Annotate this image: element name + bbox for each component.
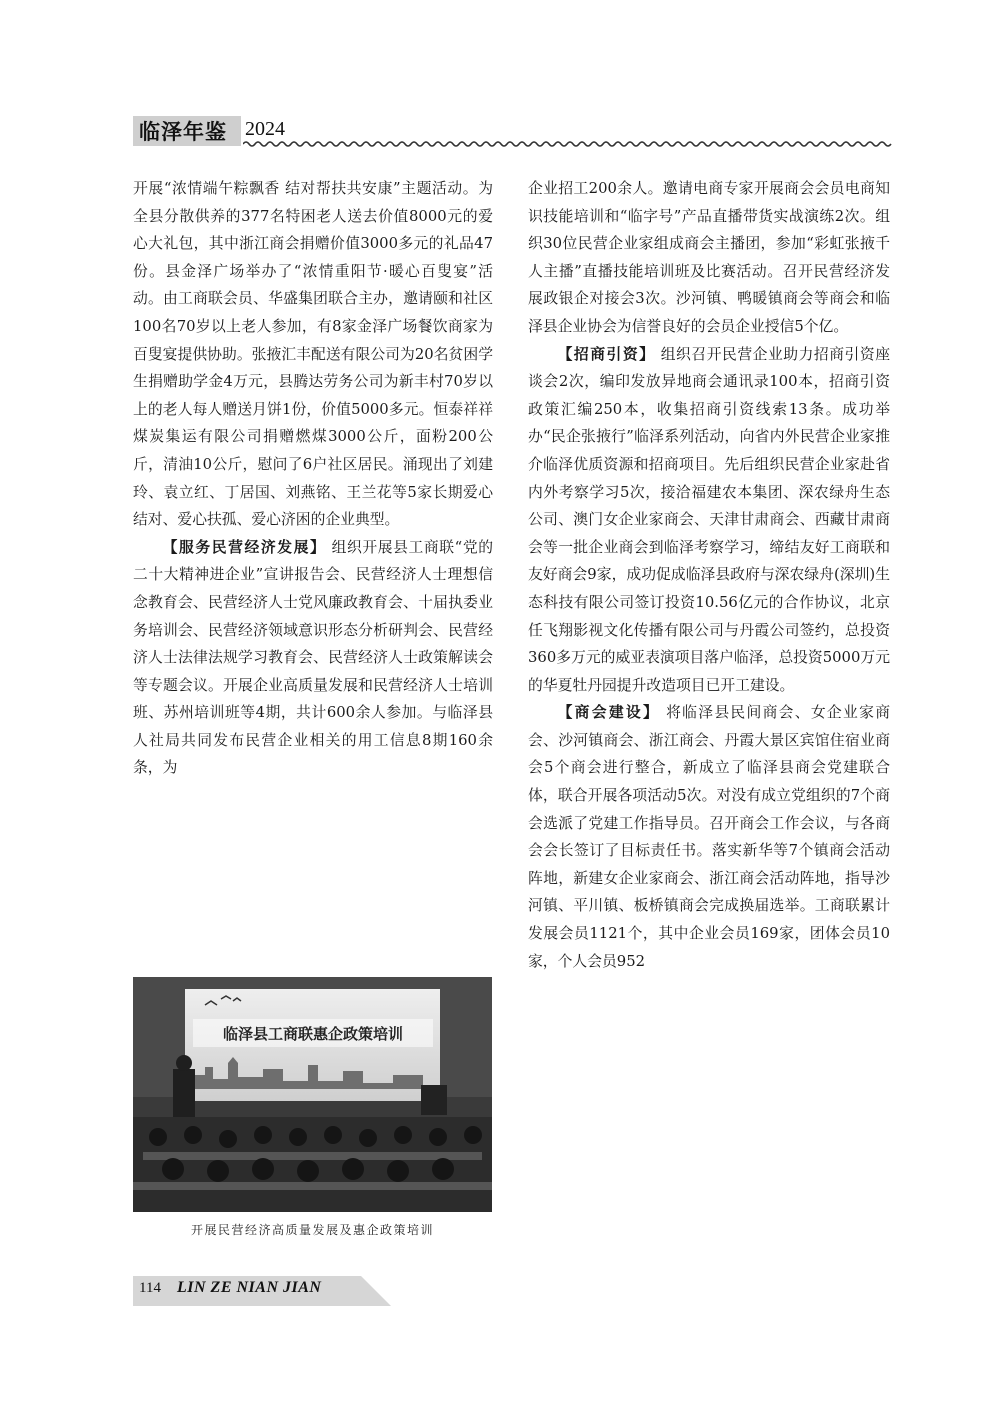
yearbook-brand: 临泽年鉴 bbox=[133, 116, 241, 146]
right-column bbox=[528, 175, 890, 975]
page-header bbox=[133, 116, 893, 150]
wavy-rule-decoration bbox=[243, 140, 893, 148]
paragraph-charity: 开展“浓情端午粽飘香 结对帮扶共安康”主题活动。为全县分散供养的377名特困老人送去价值8000元的爱心大礼包，其中浙江商会捐赠价值3000多元的礼品47份。县金泽广场举办了“浓情重阳节·暖心百叟宴”活动。由工商联会员、华盛集团联合主办，邀请颐和社区100名70岁以上老人参加，有8家金泽广场餐饮商家为百叟宴提供协助。张掖汇丰配送有限公司为20名贫困学生捐赠助学金4万元，县腾达劳务公司为新丰村70岁以上的老人每人赠送月饼1份，价值5000多元。恒泰祥祥煤炭集运有限公司捐赠燃煤3000公斤，面粉200公斤，清油10公斤，慰问了6户社区居民。涌现出了刘建玲、袁立红、丁居国、刘燕铭、王兰花等5家长期爱心结对、爱心扶孤、爱心济困的企业典型。 bbox=[133, 180, 493, 529]
section-heading-investment: 【招商引资】 bbox=[557, 345, 656, 363]
section-heading-service: 【服务民营经济发展】 bbox=[162, 538, 327, 556]
journal-name: LIN ZE NIAN JIAN bbox=[177, 1279, 322, 1296]
section-text-service: 组织开展县工商联“党的二十大精神进企业”宣讲报告会、民营经济人士理想信念教育会、民营经济人士党风廉政教育会、十届执委业务培训会、民营经济领域意识形态分析研判会、民营经济人士法律法规学习教育会、民营经济人士政策解读会等专题会议。开展企业高质量发展和民营经济人士培训班、苏州培训班等4期，共计600余人参加。与临泽县人社局共同发布民营企业相关的用工信息8期160余条，为 bbox=[133, 538, 493, 777]
section-text-investment: 组织召开民营企业助力招商引资座谈会2次，编印发放异地商会通讯录100本，招商引资政策汇编250本，收集招商引资线索13条。成功举办“民企张掖行”临泽系列活动，向省内外民营企业家推介临泽优质资源和招商项目。先后组织民营企业家赴省内外考察学习5次，接洽福建农本集团、深农绿舟生态公司、澳门女企业家商会、天津甘肃商会、西藏甘肃商会等一批企业商会到临泽考察学习，缔结友好工商联和友好商会9家，成功促成临泽县政府与深农绿舟(深圳)生态科技有限公司签订投资10.56亿元的合作协议，北京任飞翔影视文化传播有限公司与丹霞公司签约，总投资360多万元的威亚表演项目落户临泽，总投资5000万元的华夏牡丹园提升改造项目已开工建设。 bbox=[528, 345, 890, 694]
paragraph-investment bbox=[528, 341, 890, 700]
paragraph-continued: 企业招工200余人。邀请电商专家开展商会会员电商知识技能培训和“临字号”产品直播带货实战演练2次。组织30位民营企业家组成商会主播团，参加“彩虹张掖千人主播”直播技能培训班及比赛活动。召开民营经济发展政银企对接会3次。沙河镇、鸭暖镇商会等商会和临泽县企业协会为信誉良好的会员企业授信5个亿。 bbox=[528, 180, 890, 335]
training-photo-image bbox=[133, 977, 492, 1212]
page-footer bbox=[133, 1276, 393, 1306]
page-number: 114 bbox=[139, 1280, 161, 1296]
header-year: 2024 bbox=[245, 118, 285, 140]
training-photo bbox=[133, 977, 492, 1212]
section-text-chamber: 将临泽县民间商会、女企业家商会、沙河镇商会、浙江商会、丹霞大景区宾馆住宿业商会5个商会进行整合，新成立了临泽县商会党建联合体，联合开展各项活动5次。对没有成立党组织的7个商会选派了党建工作指导员。召开商会工作会议，与各商会会长签订了目标责任书。落实新华等7个镇商会活动阵地，新建女企业家商会、浙江商会活动阵地，指导沙河镇、平川镇、板桥镇商会完成换届选举。工商联累计发展会员1121个，其中企业会员169家，团体会员10家，个人会员952 bbox=[528, 704, 890, 970]
section-heading-chamber: 【商会建设】 bbox=[557, 704, 661, 722]
paragraph-chamber bbox=[528, 699, 890, 975]
screen-banner-text: 临泽县工商联惠企政策培训 bbox=[222, 1025, 404, 1043]
left-column bbox=[133, 175, 493, 782]
paragraph-service bbox=[133, 534, 493, 782]
photo-caption: 开展民营经济高质量发展及惠企政策培训 bbox=[190, 1223, 434, 1237]
